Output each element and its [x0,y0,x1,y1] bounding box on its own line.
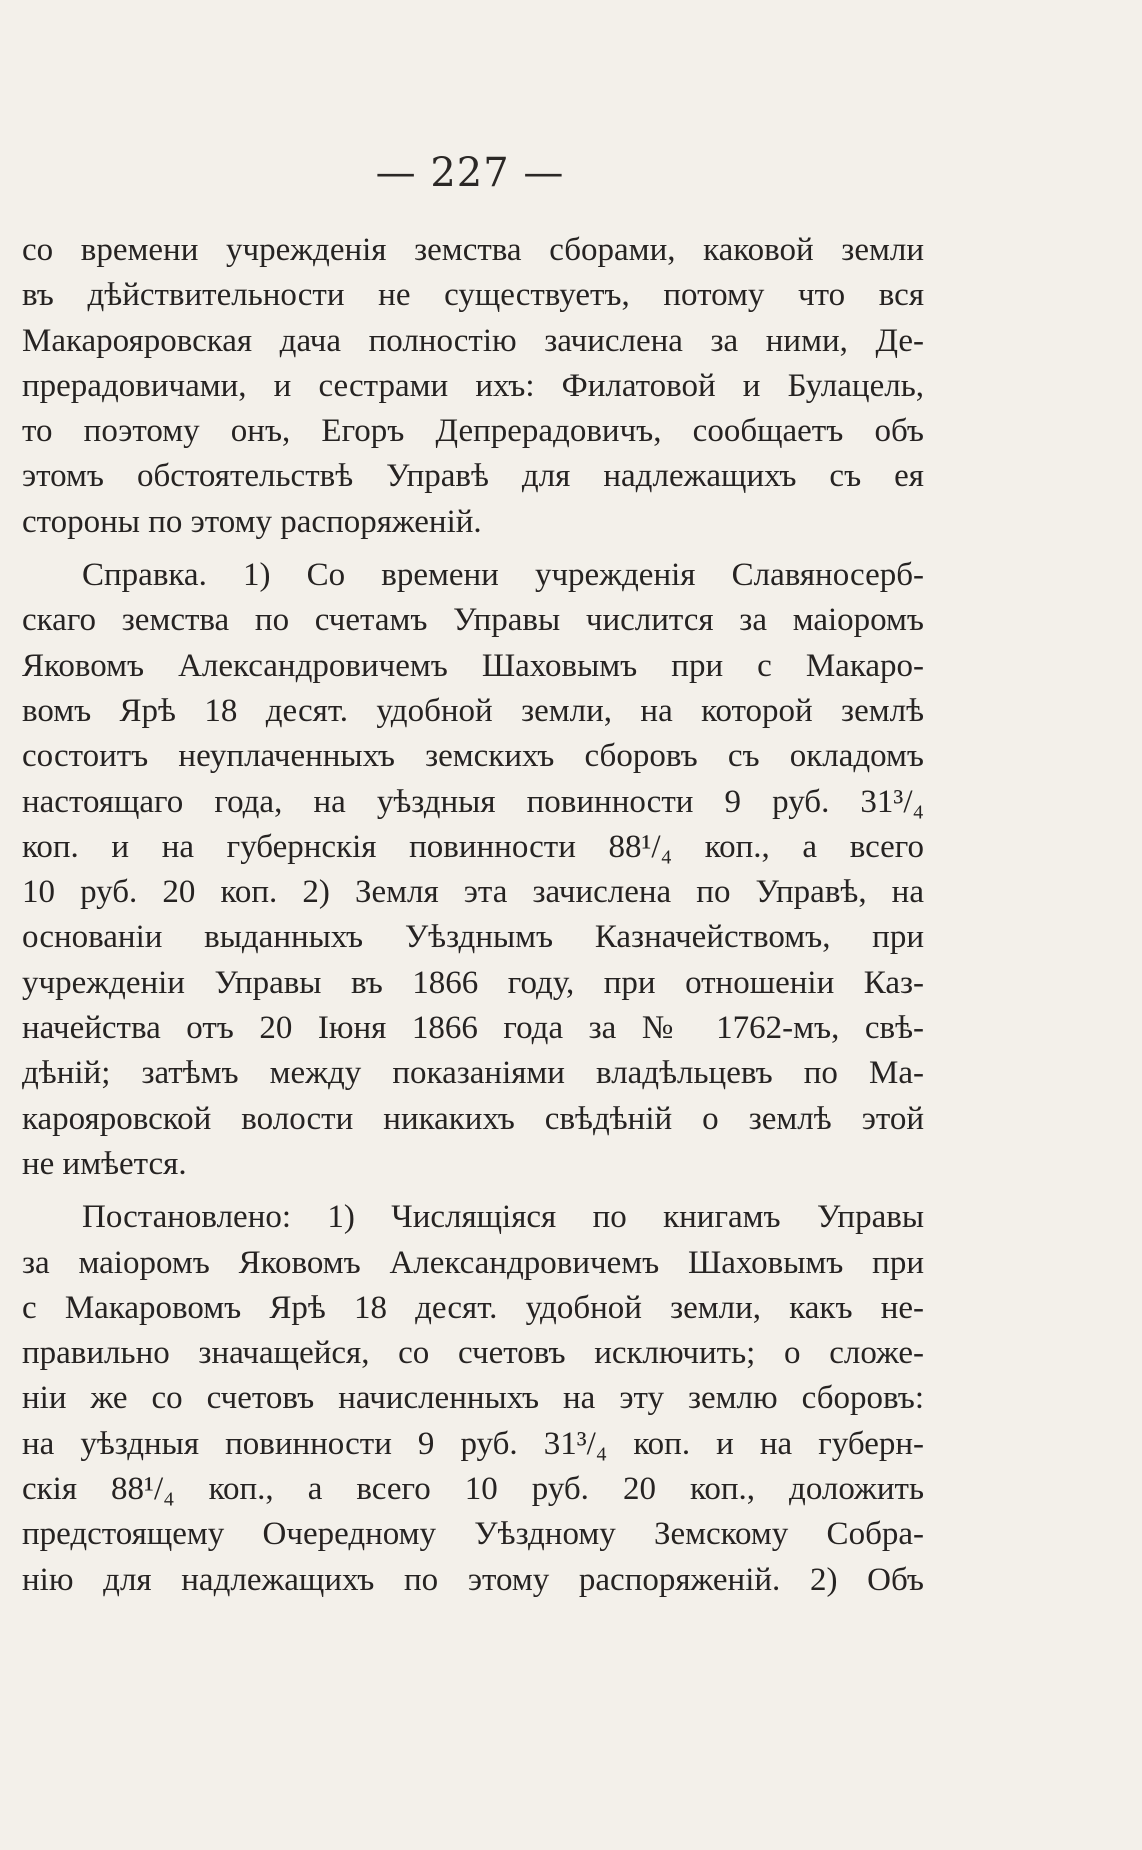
text-line: прерадовичами, и сестрами ихъ: Филатовой и Булацель, [22,367,924,404]
text-line: Справка. 1) Со времени учрежденія Славяносерб- [82,557,924,594]
text-line: коп. и на губернскія повинности 88¹/₄ коп., а всего [22,828,924,865]
paragraph-1 [22,228,924,545]
text-line: состоитъ неуплаченныхъ земскихъ сборовъ съ окладомъ [22,738,924,775]
text-line: Постановлено: 1) Числящіяся по книгамъ Управы [82,1199,924,1236]
text-line: учрежденіи Управы въ 1866 году, при отношеніи Каз- [22,964,924,1001]
page-number: — 227 — [375,150,565,196]
text-line: на уѣздныя повинности 9 руб. 31³/₄ коп. и на губерн- [22,1425,924,1462]
text-line: ніи же со счетовъ начисленныхъ на эту землю сборовъ: [22,1380,924,1417]
paragraph-3 [22,1195,924,1603]
text-line: основаніи выданныхъ Уѣзднымъ Казначействомъ, при [22,919,924,956]
text-line: с Макаровомъ Ярѣ 18 десят. удобной земли, какъ не- [22,1289,924,1326]
text-line: правильно значащейся, со счетовъ исключить; о сложе- [22,1335,924,1372]
paragraph-2 [22,553,924,1187]
text-line: скаго земства по счетамъ Управы числится за маіоромъ [22,602,924,639]
text-line: Макарояровская дача полностію зачислена за ними, Де- [22,322,924,359]
text-line: настоящаго года, на уѣздныя повинности 9 руб. 31³/₄ [22,783,924,820]
text-line: за маіоромъ Яковомъ Александровичемъ Шаховымъ при [22,1244,924,1281]
body-text [22,228,924,1603]
text-line: Яковомъ Александровичемъ Шаховымъ при с Макаро- [22,647,924,684]
text-line: карояровской волости никакихъ свѣдѣній о землѣ этой [22,1100,924,1137]
text-line: 10 руб. 20 коп. 2) Земля эта зачислена по Управѣ, на [22,874,924,911]
text-line: стороны по этому распоряженій. [22,503,482,540]
text-line: дѣній; затѣмъ между показаніями владѣльцевъ по Ма- [22,1055,924,1092]
text-line: нію для надлежащихъ по этому распоряженій. 2) Объ [22,1561,924,1598]
text-line: въ дѣйствительности не существуетъ, потому что вся [22,277,924,314]
text-line: этомъ обстоятельствѣ Управѣ для надлежащихъ съ ея [22,458,924,495]
text-line: со времени учрежденія земства сборами, каковой земли [22,232,924,268]
text-line: скія 88¹/₄ коп., а всего 10 руб. 20 коп., доложить [22,1471,924,1508]
text-line: предстоящему Очередному Уѣздному Земскому Собра- [22,1516,924,1553]
text-line: не имѣется. [22,1145,187,1182]
text-line: вомъ Ярѣ 18 десят. удобной земли, на которой землѣ [22,692,924,729]
text-line: то поэтому онъ, Егоръ Депрерадовичъ, сообщаетъ объ [22,413,924,450]
text-line: начейства отъ 20 Іюня 1866 года за № 1762-мъ, свѣ- [22,1010,924,1047]
